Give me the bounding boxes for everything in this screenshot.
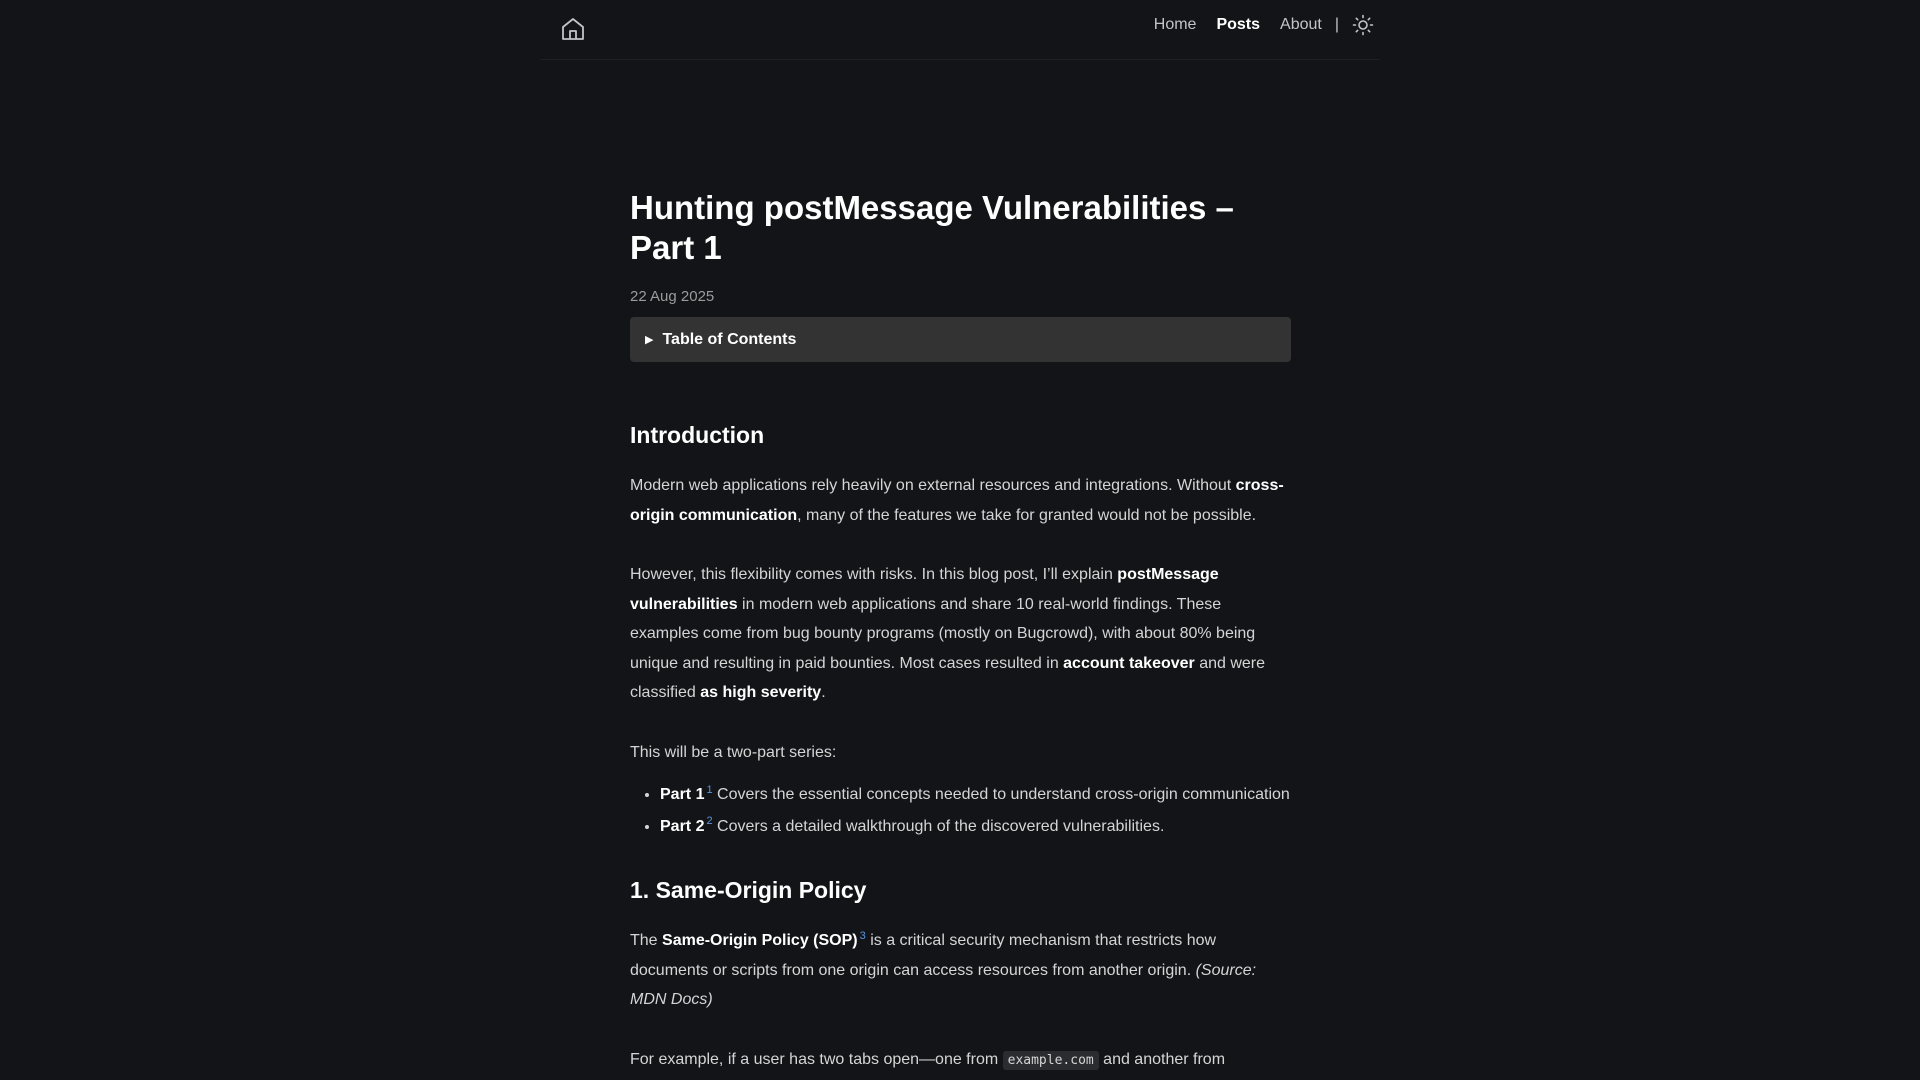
inline-code: example.com — [1003, 1051, 1099, 1070]
footnote-ref[interactable]: 1 — [706, 783, 713, 796]
list-item: • Part 1 $^1$ Covers the essential concepts needed to understand cross-origin communication — [660, 780, 1291, 810]
heading-introduction: Introduction — [630, 422, 765, 448]
post-date: 22 Aug 2025 — [630, 288, 715, 305]
nav-separator: | — [1334, 16, 1339, 33]
post-title: Hunting postMessage Vulnerabilities – Part 1 — [630, 189, 1234, 266]
heading-same-origin-policy: 1. Same-Origin Policy — [630, 877, 867, 903]
nav-about[interactable]: About — [1280, 16, 1322, 33]
toc-label: Table of Contents — [662, 330, 797, 348]
series-list — [630, 780, 1291, 841]
sop-paragraph-1: The Same-Origin Policy (SOP) $^3$ is a critical security mechanism that restricts how documents or scripts from one origin can access resources from another origin. (Source: MDN Docs) — [630, 929, 1257, 1008]
sop-paragraph-2: For example, if a user has two tabs open—one from example.com and another from — [630, 1050, 1226, 1068]
intro-paragraph-2: However, this flexibility comes with risks. In this blog post, I’ll explain postMessage vulnerabilities in modern web applications and share 10 real-world findings. These examples come from bug bounty programs (mostly on Bugcrowd), with about 80% being unique and resulting in paid bounties. Most cases resulted in account takeover and were classified as high severity. — [630, 566, 1266, 701]
footnote-ref[interactable]: 3 — [859, 929, 866, 942]
intro-paragraph-3: This will be a two-part series: — [630, 743, 837, 761]
footnote-ref[interactable]: 2 — [706, 815, 713, 828]
sun-icon[interactable] — [1352, 14, 1374, 36]
list-item: • Part 2 $^2$ Covers a detailed walkthrough of the discovered vulnerabilities. — [660, 812, 1291, 842]
nav-posts[interactable]: Posts — [1216, 16, 1261, 33]
main-nav — [1154, 14, 1380, 36]
intro-paragraph-1: Modern web applications rely heavily on external resources and integrations. Without cross-origin communication, many of the features we take for granted would not be possible. — [630, 477, 1284, 524]
post-article — [630, 188, 1291, 1075]
home-icon[interactable] — [560, 16, 586, 42]
site-header — [540, 0, 1380, 60]
nav-home[interactable]: Home — [1153, 16, 1197, 33]
table-of-contents-toggle[interactable] — [630, 317, 1291, 362]
caret-right-icon: ▶ — [645, 334, 654, 346]
